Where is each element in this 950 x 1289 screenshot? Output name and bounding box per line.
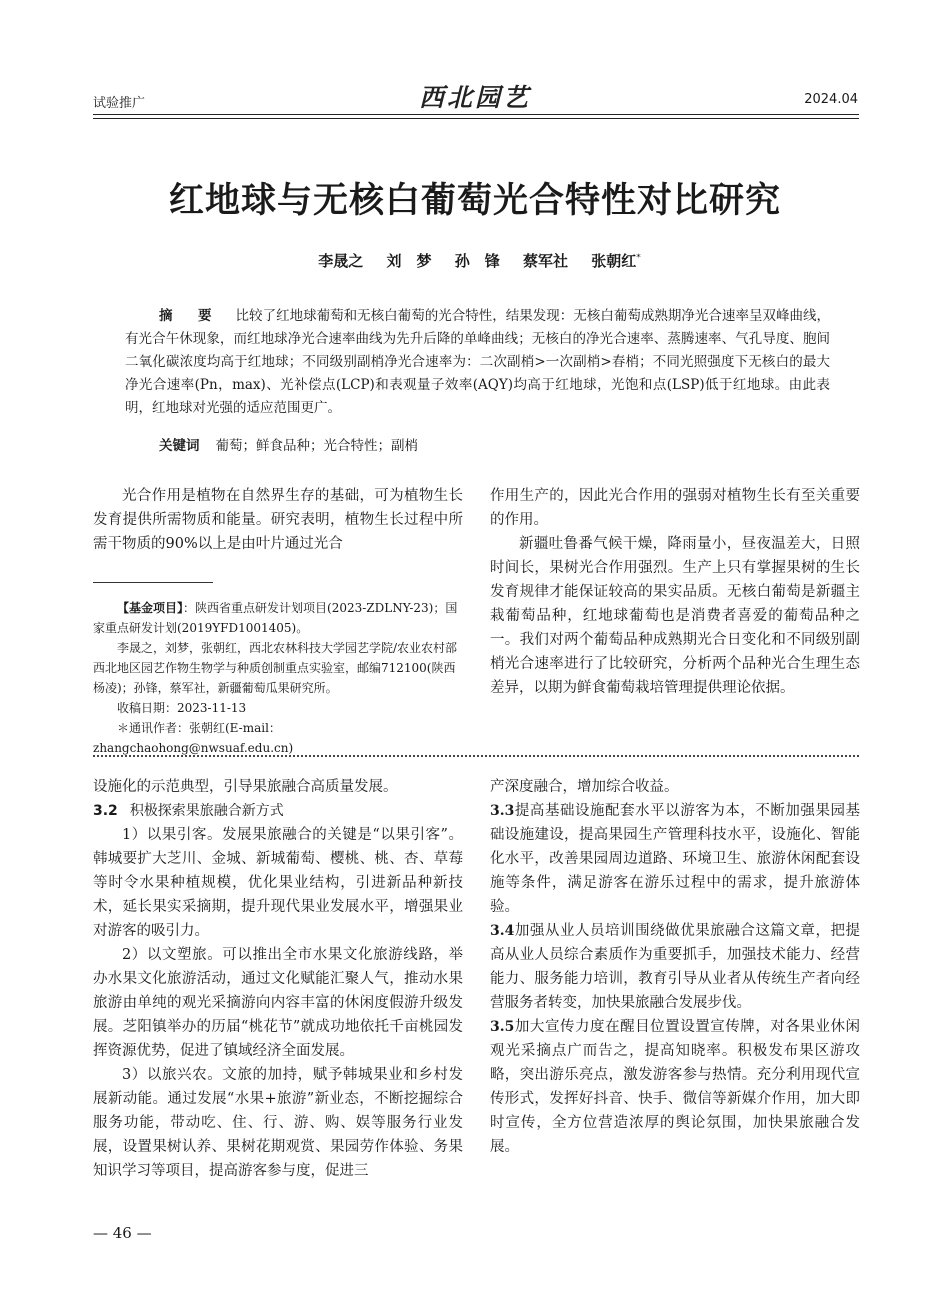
paragraph: 新疆吐鲁番气候干燥，降雨量小，昼夜温差大，日照时间长，果树光合作用强烈。生产上只有掌握果树的生长发育规律才能保证较高的果实品质。无核白葡萄是新疆主栽葡萄品种，红地球葡萄也是消费者喜爱的葡萄品种之一。我们对两个葡萄品种成熟期光合日变化和不同级别副梢光合速率进行了比较研究，分析两个品种光合生理生态差异，以期为鲜食葡萄栽培管理提供理论依据。 (490, 536, 860, 696)
continued-column-right (490, 775, 860, 1159)
keywords (125, 435, 830, 458)
article-title: 红地球与无核白葡萄光合特性对比研究 (168, 181, 781, 221)
paragraph: 产深度融合，增加综合收益。 (490, 779, 679, 795)
footnote-rule (93, 582, 213, 583)
header-rule (93, 114, 859, 115)
header-rule-thin (93, 118, 859, 119)
header-issue: 2024.04 (804, 92, 858, 107)
paragraph: 光合作用是植物在自然界生存的基础，可为植物生长发育提供所需物质和能量。研究表明，植物生长过程中所需干物质的90%以上是由叶片通过光合 (93, 488, 463, 552)
author: 蔡军社 (522, 252, 568, 270)
author: 张朝红* (591, 252, 641, 270)
paragraph: 设施化的示范典型，引导果旅融合高质量发展。 (93, 779, 398, 795)
author-list (0, 250, 950, 271)
abstract-text: 比较了红地球葡萄和无核白葡萄的光合特性，结果发现：无核白葡萄成熟期净光合速率呈双峰曲线，有光合午休现象，而红地球净光合速率曲线为先升后降的单峰曲线；无核白的净光合速率、蒸腾速率、气孔导度、胞间二氧化碳浓度均高于红地球；不同级别副梢净光合速率为：二次副梢>一次副梢>春梢；不同光照强度下无核白的最大净光合速率(Pn，max)、光补偿点(LCP)和表观量子效率(AQY)均高于红地球，光饱和点(LSP)低于红地球。由此表明，红地球对光强的适应范围更广。 (125, 308, 831, 416)
author: 李晟之 (318, 252, 364, 270)
section-heading-3-2: 3.2 积极探索果旅融合新方式 (93, 803, 284, 819)
corresponding-mark: * (636, 253, 641, 263)
paragraph: 作用生产的，因此光合作用的强弱对植物生长有至关重要的作用。 (490, 488, 860, 528)
author: 孙 锋 (454, 252, 500, 270)
journal-logo: 西北园艺 (418, 83, 531, 112)
corresponding-author: ＊通讯作者：张朝红(E-mail：zhangchaohong@nwsuaf.edu.cn) (93, 721, 294, 755)
section-3-3: 3.3提高基础设施配套水平以游客为本，不断加强果园基础设施建设，提高果园生产管理科技水平，设施化、智能化水平，改善果园周边道路、环境卫生、旅游休闲配套设施等条件，满足游客在游乐过程中的需求，提升旅游体验。 (490, 803, 861, 915)
continued-column-left (93, 775, 463, 1183)
affiliation: 李晟之，刘梦，张朝红，西北农林科技大学园艺学院/农业农村部西北地区园艺作物生物学与种质创制重点实验室，邮编712100(陕西杨凌)；孙锋，蔡军社，新疆葡萄瓜果研究所。 (93, 641, 458, 695)
abstract-label: 摘 要 (159, 308, 218, 324)
paragraph: 3）以旅兴农。文旅的加持，赋予韩城果业和乡村发展新动能。通过发展“水果+旅游”新业态，不断挖掘综合服务功能，带动吃、住、行、游、购、娱等服务行业发展，设置果树认养、果树花期观赏、果园劳作体验、务果知识学习等项目，提高游客参与度，促进三 (93, 1067, 463, 1179)
fund-label: 【基金项目】 (117, 601, 184, 615)
page-number: — 46 — (93, 1224, 152, 1242)
paragraph: 1）以果引客。发展果旅融合的关键是“以果引客”。韩城要扩大芝川、金城、新城葡萄、樱桃、桃、杏、草莓等时令水果种植规模，优化果业结构，引进新品种新技术，延长果实采摘期，提升现代果业发展水平，增强果业对游客的吸引力。 (93, 827, 463, 939)
section-3-5: 3.5加大宣传力度在醒目位置设置宣传牌，对各果业休闲观光采摘点广而告之，提高知晓率。积极发布果区游攻略，突出游乐亮点，激发游客参与热情。充分利用现代宣传形式，发挥好抖音、快手、微信等新媒介作用，加大即时宣传，全方位营造浓厚的舆论氛围，加快果旅融合发展。 (490, 1019, 861, 1155)
author: 刘 梦 (386, 252, 432, 270)
abstract (125, 305, 830, 420)
footnote (93, 598, 463, 758)
header-section: 试验推广 (93, 96, 146, 111)
section-divider (93, 755, 859, 757)
paragraph: 2）以文塑旅。可以推出全市水果文化旅游线路，举办水果文化旅游活动，通过文化赋能汇聚人气，推动水果旅游由单纯的观光采摘游向内容丰富的休闲度假游升级发展。芝阳镇举办的历届“桃花节”就成功地依托千亩桃园发挥资源优势，促进了镇域经济全面发展。 (93, 947, 463, 1059)
keywords-text: 葡萄；鲜食品种；光合特性；副梢 (215, 438, 418, 454)
received-date: 收稿日期：2023-11-13 (117, 701, 247, 715)
keywords-label: 关键词 (159, 438, 200, 454)
section-3-4: 3.4加强从业人员培训围绕做优果旅融合这篇文章，把提高从业人员综合素质作为重要抓手，加强技术能力、经营能力、服务能力培训，教育引导从业者从传统生产者向经营服务者转变，加快果旅融合发展步伐。 (490, 923, 860, 1011)
intro-column-right (490, 484, 860, 700)
fund-info: 【基金项目】：陕西省重点研发计划项目(2023-ZDLNY-23)；国家重点研发计划(2019YFD1001405)。 (93, 601, 458, 635)
intro-column-left (93, 484, 463, 556)
